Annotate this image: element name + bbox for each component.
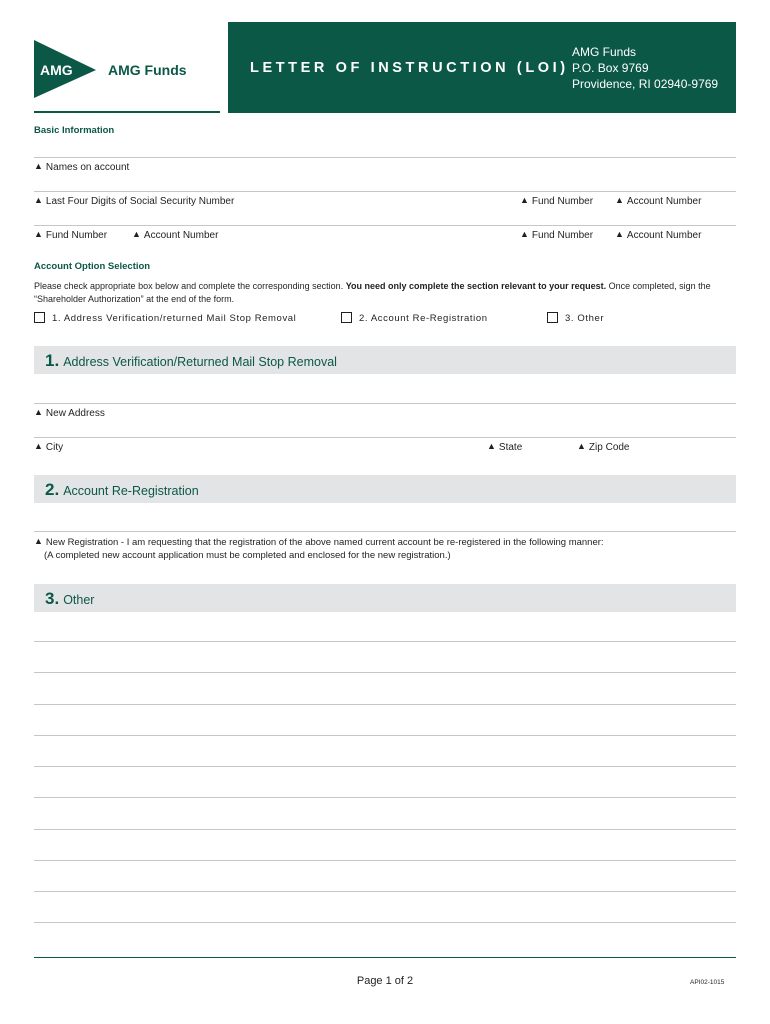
other-line[interactable] bbox=[34, 829, 736, 830]
state-field[interactable] bbox=[487, 441, 522, 453]
triangle-up-icon: ▲ bbox=[520, 195, 529, 205]
amg-logo bbox=[34, 38, 214, 100]
field-label: Last Four Digits of Social Security Number bbox=[45, 196, 235, 207]
fund-number-field-1[interactable] bbox=[520, 195, 593, 207]
option-account-reregistration[interactable] bbox=[341, 312, 488, 324]
amg-logo-icon bbox=[34, 38, 214, 100]
triangle-up-icon: ▲ bbox=[577, 441, 586, 451]
basic-info-heading: Basic Information bbox=[34, 125, 115, 136]
instruction-emphasis: You need only complete the section relevant to your request. bbox=[345, 281, 607, 291]
triangle-up-icon: ▲ bbox=[34, 161, 43, 171]
section-number: 1. bbox=[45, 351, 60, 370]
other-line[interactable] bbox=[34, 860, 736, 861]
divider bbox=[34, 403, 736, 404]
fund-number-field-2[interactable] bbox=[34, 229, 107, 241]
names-on-account-field[interactable] bbox=[34, 161, 129, 173]
instruction-text: Please check appropriate box below and complete the corresponding section. bbox=[34, 281, 346, 291]
checkbox-icon[interactable] bbox=[547, 312, 558, 323]
other-line[interactable] bbox=[34, 641, 736, 642]
triangle-up-icon: ▲ bbox=[34, 441, 43, 451]
option-label: 2. Account Re-Registration bbox=[359, 313, 488, 324]
account-number-field-1[interactable] bbox=[615, 195, 701, 207]
new-registration-text: New Registration - I am requesting that the registration of the above named current account be re-registered in the following manner: bbox=[45, 537, 604, 548]
divider bbox=[34, 157, 736, 158]
triangle-up-icon: ▲ bbox=[34, 195, 43, 205]
logo-text: AMG Funds bbox=[108, 62, 187, 78]
section-number: 3. bbox=[45, 589, 60, 608]
address-line-1: AMG Funds bbox=[572, 45, 637, 59]
field-label: Fund Number bbox=[45, 230, 108, 241]
option-label: 1. Address Verification/returned Mail Stop Removal bbox=[52, 313, 297, 324]
address-line-3: Providence, RI 02940-9769 bbox=[572, 77, 719, 91]
footer-divider bbox=[34, 957, 736, 958]
section-1-header bbox=[34, 346, 736, 374]
account-option-heading: Account Option Selection bbox=[34, 261, 151, 272]
section-title: Account Re-Registration bbox=[63, 484, 199, 498]
logo-divider bbox=[34, 111, 220, 113]
field-label: Account Number bbox=[626, 230, 702, 241]
checkbox-icon[interactable] bbox=[341, 312, 352, 323]
section-number: 2. bbox=[45, 480, 60, 499]
field-label: New Address bbox=[45, 408, 105, 419]
city-field[interactable] bbox=[34, 441, 63, 453]
section-2-header bbox=[34, 475, 736, 503]
section-3-header bbox=[34, 584, 736, 612]
header-band bbox=[228, 22, 736, 113]
new-registration-note: (A completed new account application must be completed and enclosed for the new registration.) bbox=[44, 550, 451, 561]
triangle-up-icon: ▲ bbox=[132, 229, 141, 239]
triangle-up-icon: ▲ bbox=[34, 536, 43, 546]
field-label: Account Number bbox=[626, 196, 702, 207]
fund-number-field-3[interactable] bbox=[520, 229, 593, 241]
form-code: API02-1015 bbox=[690, 979, 725, 986]
triangle-up-icon: ▲ bbox=[615, 195, 624, 205]
field-label: Account Number bbox=[143, 230, 219, 241]
other-line[interactable] bbox=[34, 766, 736, 767]
divider bbox=[34, 225, 736, 226]
address-line-2: P.O. Box 9769 bbox=[572, 61, 649, 75]
zip-code-field[interactable] bbox=[577, 441, 630, 453]
new-address-field[interactable] bbox=[34, 407, 105, 419]
field-label: Names on account bbox=[45, 162, 130, 173]
field-label: State bbox=[498, 442, 523, 453]
divider bbox=[34, 531, 736, 532]
option-label: 3. Other bbox=[565, 313, 605, 324]
account-number-field-3[interactable] bbox=[615, 229, 701, 241]
other-line[interactable] bbox=[34, 922, 736, 923]
field-label: Fund Number bbox=[531, 230, 594, 241]
instruction-text-end: Once completed, sign the “Shareholder Authorization” at the end of the form. bbox=[34, 281, 711, 304]
page-number: Page 1 of 2 bbox=[356, 975, 414, 987]
ssn-last-four-field[interactable] bbox=[34, 195, 234, 207]
field-label: City bbox=[45, 442, 64, 453]
triangle-up-icon: ▲ bbox=[615, 229, 624, 239]
mailing-address bbox=[572, 44, 718, 92]
triangle-up-icon: ▲ bbox=[520, 229, 529, 239]
logo-badge: AMG bbox=[40, 62, 73, 78]
divider bbox=[34, 191, 736, 192]
other-line[interactable] bbox=[34, 704, 736, 705]
option-other[interactable] bbox=[547, 312, 604, 324]
checkbox-icon[interactable] bbox=[34, 312, 45, 323]
account-number-field-2[interactable] bbox=[132, 229, 218, 241]
page-title: LETTER OF INSTRUCTION (LOI) bbox=[250, 60, 569, 76]
instruction-paragraph bbox=[34, 280, 738, 306]
triangle-up-icon: ▲ bbox=[34, 407, 43, 417]
divider bbox=[34, 437, 736, 438]
field-label: Zip Code bbox=[588, 442, 630, 453]
other-line[interactable] bbox=[34, 735, 736, 736]
other-line[interactable] bbox=[34, 797, 736, 798]
other-line[interactable] bbox=[34, 672, 736, 673]
triangle-up-icon: ▲ bbox=[487, 441, 496, 451]
field-label: Fund Number bbox=[531, 196, 594, 207]
section-title: Other bbox=[63, 593, 95, 607]
new-registration-field[interactable] bbox=[34, 535, 604, 562]
triangle-up-icon: ▲ bbox=[34, 229, 43, 239]
other-line[interactable] bbox=[34, 891, 736, 892]
section-title: Address Verification/Returned Mail Stop Removal bbox=[63, 355, 337, 369]
option-address-verification[interactable] bbox=[34, 312, 296, 324]
